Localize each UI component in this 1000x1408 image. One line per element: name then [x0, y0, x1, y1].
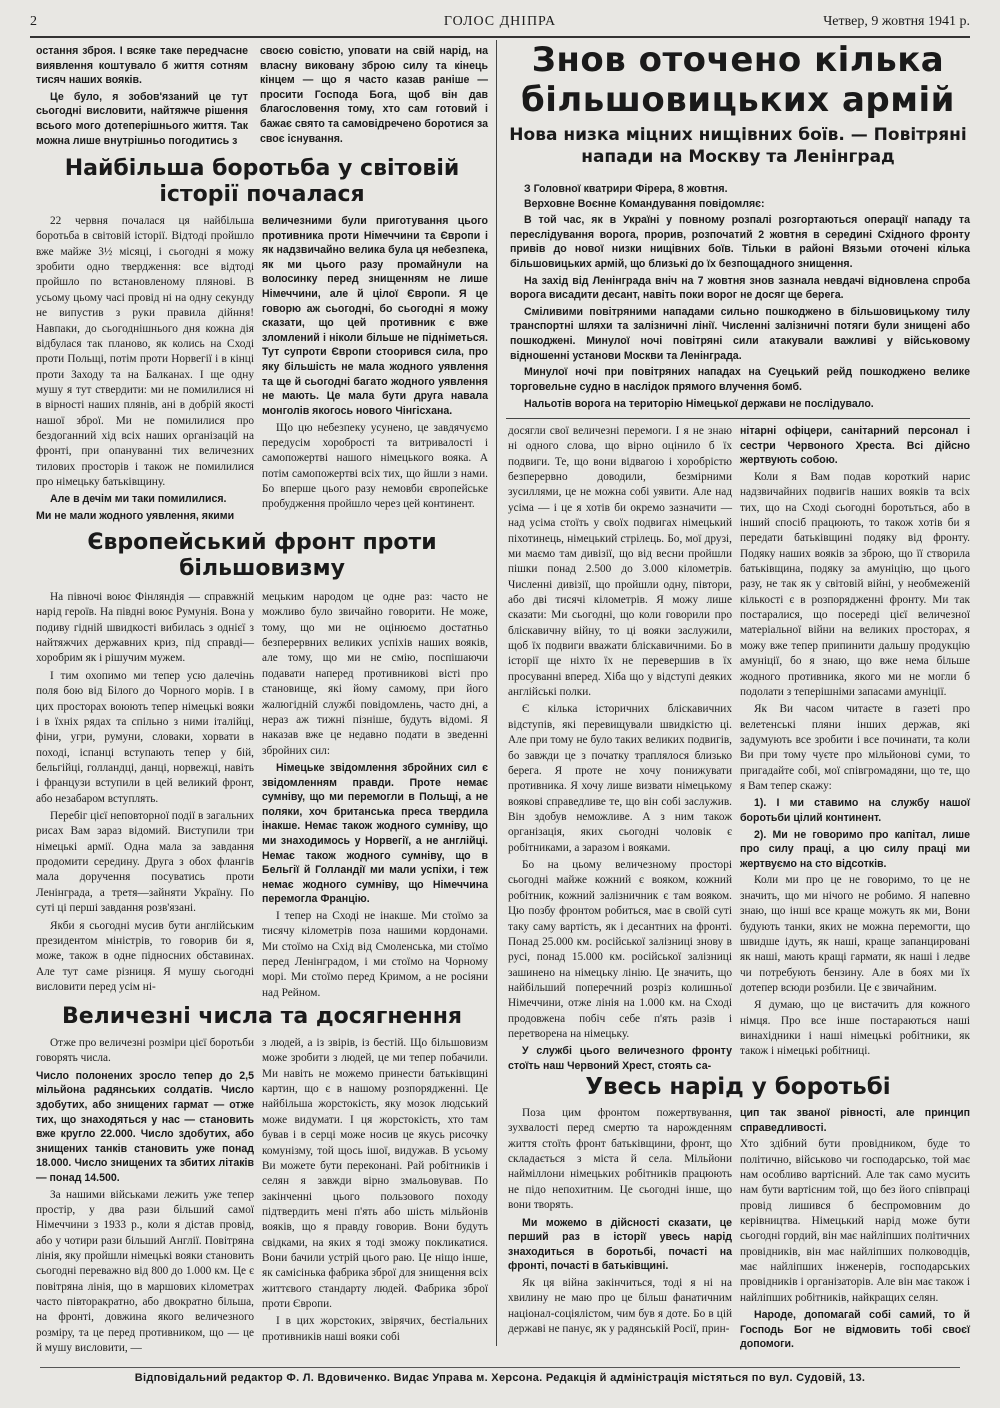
article1-title: Найбільша боротьба у світовій історії почалася	[64, 156, 460, 208]
continuation-para: Бо на цьому величезному просторі сьогодні майже кожний є вояком, кожний робітник, кожний залізничник є там вояком. Цю позбу фронтом робиться, має в своїй суті таку саму вартість, як і десантних на фронті. Понад 25.000 км. російської залізниці знову в русі, понад 15.000 км. російської залізниці зашинено на німецьку лінію. Це значить, що найбільший поперечний розріз колишньої Німеччини, отже лінія на 1.000 км. на Сході продовжена побіч себе п'ять разів і перетворена на німецьку.	[508, 859, 732, 1041]
issue-date: Четвер, 9 жовтня 1941 р.	[823, 14, 970, 29]
continuation-bold: 1). І ми ставимо на службу нашої боротьби цілий континент.	[740, 797, 970, 824]
continuation-para: Коли ми про це не говоримо, то це не значить, що ми нічого не робимо. Я напевно знаю, що інші все краще можуть як ми, Вони будують танки, яких не можна перемогти, що швидше ідуть, як наші, краще запанцировані як наші, мають кращі гармати, як наші і ледве чи потребують бензину. Але в боях ми їх дотепер всюди розбили. Це є звичайним.	[740, 874, 970, 994]
article3-title-block	[36, 1002, 488, 1036]
column-divider	[496, 40, 497, 1346]
article3-col-1	[36, 1036, 254, 1355]
page-number: 2	[30, 14, 37, 29]
article4-col-2	[740, 1106, 970, 1351]
article3-para: з людей, а із звірів, із бестій. Що більшовизм може зробити з людей, це ми тепер побачили. Ми навіть не можемо принести батьківщині картин, що є в нашому розпорядженні. Це найбільша жорстокість, яку мозок людський може видумати. І ця жорстокість, хто там бував і в серці може носив це якусь рисочку комунізму, той щось ішої, видужав. В усьому Ви можете бути переконані. Рай робітників і селян я завжди вірно змальовував. По закінченні цього пользового походу підтвердить мені п'ять або шість мільйонів вояків, що я правду говорив. Вони будуть свідками, на яких я тоді зможу покликатися. Вони бачили устрій цього раю. Це ніщо інше, як самісінька фабрика зброї для знищення всіх життєвого стандарту людей. Фабрика зброї проти Європи.	[262, 1037, 488, 1311]
article2-para: Перебіг цієї неповторної події в загальних рисах Вам зараз відомий. Виступили три німецькі армії. Одна мала за завдання продомити середину. Друга з обох флангів мала доручення посуватись проти Ленінграда, а третя—зайняти Україну. По суті ці перші завдання розв'язані.	[36, 810, 254, 915]
article1-col-1	[36, 214, 254, 526]
article4-para: Як ця війна закінчиться, тоді я ні на хвилину не маю про це більш фанатичним націонал-соціялістом, чим був я доте. Бо в цій державі не панує, як у радянській Росії, прин-	[508, 1276, 732, 1336]
intro-para: Це було, я зобов'язаний це тут сьогодні висловити, найтяжче рішення всього мого дотеперішнього життя. Так можна лише внутрішньо погодитись з	[36, 90, 248, 147]
main-para: Сміливими повітряними нападами сильно пошкоджено в більшовицькому тилу транспортні шляхи та залізничні лінії. Численні залізничні потяги були знищені або пошкоджені. Минулої ночі повітряні сили атакували важливі у військовому відношенні установи Москви та Ленінграда.	[510, 305, 970, 362]
main-para: В той час, як в Україні у повному розпалі розгортаються операції нападу та переслідування ворога, прорив, розпочатий 2 жовтня в середині Східного фронту привів до нової низки нищівних боїв. Тільки в районі Вязьми оточені кілька більшовицьких армій, що близькі до їх безпощадного знищення.	[510, 214, 970, 271]
article3-col-2	[262, 1036, 488, 1346]
article1-bold: Ми не мали жодного уявлення, якими	[36, 510, 235, 523]
intro-col-1	[36, 44, 248, 156]
intro-para: остання зброя. І всяке таке передчасне виявлення коштувало б життя сотням тисяч наших вояків.	[36, 45, 248, 87]
article4-title-block	[506, 1070, 970, 1108]
main-para: Нальотів ворога на територію Німецької держави не послідувало.	[524, 397, 874, 410]
article2-para-after: І тепер на Сході не інакше. Ми стоїмо за тисячу кілометрів поза нашими кордонами. Ми стоїмо на Схід від Смоленська, ми стоїмо перед Ленінградом, і ми стоїмо на Чорному морі. Ми стоїмо перед Кримом, а не росіяни над Рейном.	[262, 910, 488, 999]
article2-col-2	[262, 590, 488, 998]
page-header	[30, 10, 970, 38]
article3-bold: Число полонених зросло тепер до 2,5 мільйона радянських солдатів. Число здобутих, або знищених гармат — отже тих, що знаходяться у нас — становить вже кругло 22.000. Число здобутих, або знищених танків становить уже понад 18.000. Число знищених та збитих літаків — понад 14.500.	[36, 1069, 254, 1184]
article2-title: Європейський фронт проти більшовизму	[87, 530, 437, 582]
article1-para: Що цю небезпеку усунено, це завдячуємо передусім хоробрості та витривалості і самопожертві нашого німецького вояка. А потім самопожертві всіх тих, що йшли з нами. Бо вперше цього разу немовби європейське пробудження пройшло через цей континент.	[262, 421, 488, 511]
intro-para: своєю совістю, уповати на свій нарід, на власну виковану зброю силу та кінець кінцем — що я часто казав раніше — просити Господа Бога, щоб він дав благословення тому, хто сам готовий і бажає свято та самовідречено боротися за своє існування.	[260, 45, 488, 145]
main-subhead: Нова низка міцних нищівних боїв. — Повітряні напади на Москву та Ленінград	[509, 125, 967, 168]
continuation-bold: 2). Ми не говоримо про капітал, лише про силу праці, а цю силу праці ми жертвуємо на сто відсотків.	[740, 828, 970, 870]
main-para: На захід від Ленінграда вніч на 7 жовтня знов зазнала невдачі відновлена спроба ворога висадити десант, навіть поки ворог не досяг ще берега.	[510, 274, 970, 302]
continuation-para: У службі цього величезного фронту стоїть наш Червоний Хрест, стоять са-	[508, 1045, 732, 1072]
imprint-footer: Відповідальний редактор Ф. Л. Вдовиченко. Видає Управа м. Херсона. Редакція й адміністрація містяться по вул. Судовій, 13.	[40, 1367, 960, 1384]
continuation-para: Є кілька історичних бліскавичних відступів, які перевищували швидкістю ці. Але при тому не було таких великих подвигів, бо завжди це з початку траплялося близько берега. Я проте не хочу понижувати противника. Я хочу лише визвати німецькому воякові справедливе те, що він собі заслужив. Він здобув неможливе. А з ним також організація, яких сьогодні чоловік є робітниками, а заразом і вояками.	[508, 703, 732, 854]
main-source: Верховне Воєнне Командування повідомляє:	[524, 197, 765, 210]
main-headline-block	[506, 40, 970, 180]
article2-title-block	[36, 530, 488, 586]
main-dateline: З Головної кватрири Фірера, 8 жовтня.	[524, 183, 728, 195]
article4-para: Поза цим фронтом пожертвування, зухвалості перед смертю та нарожденням життя стоїть фронт батьківщини, фронт, що складається з міста й села. Мільйони найміллони німецьких робітників працюють не підо непохитним. Це сьогодні інше, що вони творять.	[508, 1107, 732, 1212]
main-article-body	[510, 182, 970, 412]
continuation-col-2	[740, 424, 970, 1066]
intro-col-2	[260, 44, 488, 156]
continuation-para: нітарні офіцери, санітарний персонал і сестри Червоного Хреста. Всі дійсно жертвують собою.	[740, 425, 970, 467]
continuation-col-1	[508, 424, 732, 1072]
article2-para: І тим охопимо ми тепер усю далечінь поля бою від Білого до Чорного морів. І в цих просторах воюють тепер німецькі вояки і в їхніх рядах та спільно з ними італійці, фіни, угри, румуни, словаки, хорвати в поході, іспанці вступають тепер у бій, бельгійці, голландці, данці, норвежці, навіть і французи вступили в цей великий фронт, або незабаром вступлять.	[36, 669, 254, 805]
continuation-para: Як Ви часом читаєте в газеті про велетенські пляни інших держав, які задумують все зробити і все починати, та коли Ви при тому чуєте про мільйонові суми, то пригадайте собі, мої співгромадяни, що те, що я Вам тепер скажу:	[740, 703, 970, 793]
article4-bold-end: Народе, допомагай собі самий, то й Господь Бог не відмовить тобі своєї допомоги.	[740, 1309, 970, 1351]
main-headline: Знов оточено кілька більшовицьких армій	[520, 40, 956, 121]
article2-para: мецьким народом це одне раз: часто не можливо було звичайно говорити. Не може, тому, що ми не оцінюємо достатньо безперервних великих успіхів наших вояків, але тому, що ми не смію, поспішаючи подавати наперед противникові вісті про становище, які йому самому, при його жалюгідній службі повідомлень, часто дні, а нераз аж тижні пізніше, будуть відомі. Я наказав вже це недавно подати в зведенні збройних сил:	[262, 591, 488, 757]
article2-bold: Німецьке звідомлення збройних сил є звідомленням правди. Проте немає сумніву, що ми перемогли в Польщі, а не поляки, хоч британська преса твердила інакше. Немає також жодного сумніву, що ми знаходимось у Норвегії, а не англійці. Немає також жодного сумніву, що в Бельгії й Голландії ми мали успіхи, і теж немає жодного сумніву, що Німеччина перемогла Францію.	[262, 761, 488, 906]
article3-intro: Отже про величезні розміри цієї боротьби говорять числа.	[36, 1037, 254, 1065]
article4-bold-lead: цип так званої рівності, але принцип справедливості.	[740, 1107, 970, 1134]
main-para: Минулої ночі при повітряних нападах на Суецький рейд пошкоджено велике торговельне судно в наслідок прямого влучення бомб.	[510, 366, 970, 393]
continuation-para: Коли я Вам подав короткий нарис надзвичайних подвигів наших вояків та всіх тих, що на Сході сьогодні боротьться, або в інший спосіб працюють, то також хотів би я передати батьківщині подяку від фронту. Подяку наших вояків за зброю, що її створила батьківщина, подяку за амуніцію, що цього разу, не так як у світовій війні, у необмеженій кількості є в розпорядженні фронту. Ми так постаралися, що посереді цієї величезної матеріальної війни на великих просторах, я можу вже тепер припинити дальшу продукцію амуніції, бо я знаю, що вже нема більше жодного противника, якого ми не могли б подолати з теперішніми запасами амуніції.	[740, 470, 970, 698]
article1-bold-cont: величезними були приготування цього противника проти Німеччини та Європи і як надзвичайно велика була ця небезпека, як ми цього разу промайнули на волосинку перед знищенням не лише Німеччини, але й цілої Європи. Я це говорю аж сьогодні, бо сьогодні я можу сказати, що цей противник є вже зломлений і ніколи більше не підніметься. Тут супроти Європи стоорився сила, про яку більшість не мала жодного уявлення та ще й сьогодні багато жодного уявлення не мають. Це мала бути друга навала монголів якогось нового Чінгісхана.	[262, 215, 488, 417]
main-article-rule	[506, 418, 970, 419]
continuation-para: досягли свої величезні перемоги. І я не знаю ні одного слова, що вірно оцінило б їх подвиги. Те, що вони відвагою і хоробрістю безперервно доводили, безмірними зусиллями, це не можна собі уявити. Але над усіма — і це я хотів би окремо зазначити — над усіма стоїть у своїх подвигах німецький піхотинець, німецький стрілець. Бо, мої друзі, ми маємо там дивізії, що від весни пройшли пішки понад 2.500 до 3.000 кілометрів. Численні дивізії, що пройшли одну, півтори, або дві тисячі кілометрів. Я можу лише сказати: Ми сьогодні, що коли говорили про бліскавичну війну, то ці вояки заслужили, щоб їх подвиги вважати бліскавичними. Бо в історії ще ніхто їх не перевершив в їх просуванні вперед. Хіба що у відступі деяких англійські полки.	[508, 425, 732, 699]
article3-para: За нашими військами лежить уже тепер простір, у два рази більший самої Німеччини з 1933 р., коли я дістав провід, або у чотири рази більший Англії. Повітряна лінія, яку пройшли німецькі вояки становить сьогодні переважно від 800 до 1.000 км. Це є повітряна лінія, що в маршових кілометрах часто півторакратно, або двократно більша, на фронті, довжина якого величезного розміру, та це перед противником, що — це й мушу висловити, —	[36, 1188, 254, 1355]
article1-para: 22 червня почалася ця найбільша боротьба в світовій історії. Відтоді пройшло вже майже 3½ місяці, і сьогодні я можу зробити одно твердження: все відтоді пройшло по встановленому плянові. В усьому цьому часі провід ні на одну секунду не випустив з руки правила дійння! Навпаки, до сьогоднішнього дня кожна дія відбулася так планово, як колись на Сході проти Польщі, потім проти Норвегії і в кінці проти Заходу та на Балканах. І ще одну мушу я тут ствердити: ми не помилилися ні в вірності наших плянів, ані в добрій якості нашої зброї. Ми не помилилися про бездоганний хід всіх наших організацій на фронті, при опануванні тих величезних тилових просторів і також не помилилися про німецьку батьківщину.	[36, 215, 254, 489]
article4-col-1	[508, 1106, 732, 1346]
article3-title: Величезні числа та досягнення	[61, 1004, 463, 1029]
article1-bold-lead: Але в дечім ми таки помилилися.	[50, 493, 227, 506]
article2-para: На півночі воює Фінляндія — справжній нарід героїв. На півдні воює Румунія. Вона у подиву гідній швидкості вибилась з однієї з найтяжчих державних криз, під справді—хоробрим як і рішучим мужем.	[36, 591, 254, 665]
article2-para: Якби я сьогодні мусив бути англійським президентом міністрів, то говорив би я, може, також в одне підносних обставинах. Але тут саме різниця. Я мушу сьогодні висловити перед усім ні-	[36, 919, 254, 993]
article4-title: Увесь нарід у боротьбі	[585, 1074, 891, 1100]
article4-bold: Ми можемо в дійсності сказати, це перший раз в історії увесь нарід знаходиться в боротьбі, почасті на фронті, почасті в батьківщині.	[508, 1216, 732, 1273]
article4-para: Хто здібний бути провідником, буде то політично, військово чи господарсько, той має нам особливо вартісний. Але так само мусить нам бути вартісним той, що без його співпраці провід лишився б беспромовним до керівництва. Німецький нарід може бути сьогодні гордий, він має найліпших політичних провідників, він має найліпших полководців, має найліпших інженерів, господарських провідників і організаторів. Але він має також і найліпших робітників, найкращих селян.	[740, 1138, 970, 1304]
article1-title-block	[36, 156, 488, 212]
article2-col-1	[36, 590, 254, 998]
article1-col-2	[262, 214, 488, 526]
continuation-para: Я думаю, що це вистачить для кожного німця. Про все інше постараються наші винахідники і наші німецькі робітники, як також і німецькі робітниці.	[740, 999, 970, 1058]
article3-para: І в цих жорстоких, звірячих, бестіальних противників наші вояки собі	[262, 1315, 488, 1343]
paper-name: ГОЛОС ДНІПРА	[443, 14, 557, 29]
